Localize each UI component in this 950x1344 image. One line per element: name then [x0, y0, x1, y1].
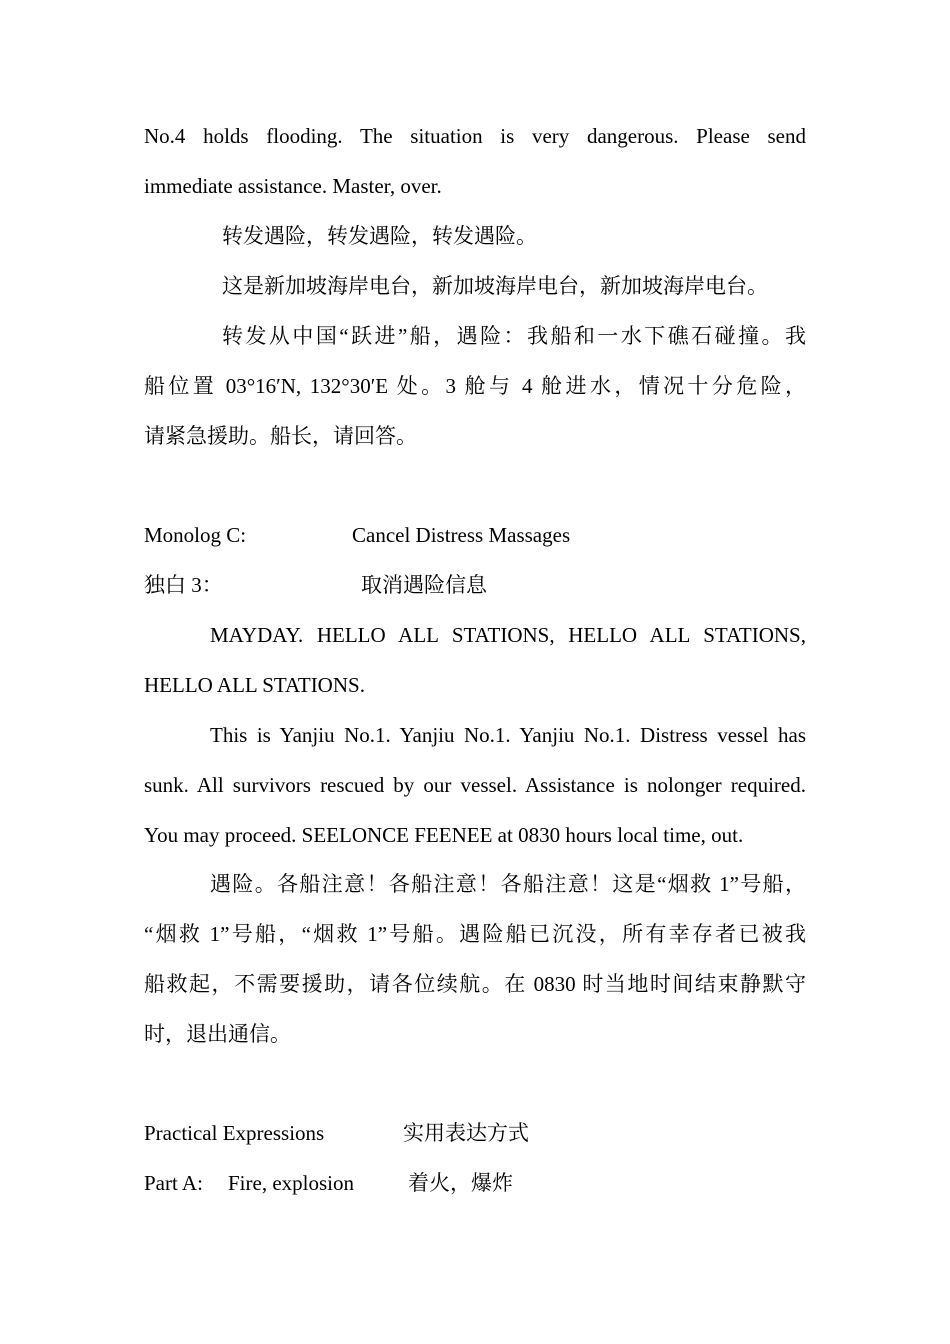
cn-relay-line-4: 船位置 03°16′N, 132°30′E 处。3 舱与 4 舱进水，情况十分危险，	[144, 374, 806, 398]
practical-label: Practical Expressions	[144, 1121, 325, 1145]
cn-cancel-line-2: “烟救 1”号船，“烟救 1”号船。遇险船已沉没，所有幸存者已被我	[144, 922, 806, 946]
yanjiu-line-2: sunk. All survivors rescued by our vessel. Assistance is nolonger required.	[144, 773, 806, 797]
part-a-title: Fire, explosion	[228, 1171, 354, 1195]
mayday-line-1: MAYDAY. HELLO ALL STATIONS, HELLO ALL STATIONS,	[210, 623, 806, 647]
monolog-c-heading-cn	[144, 570, 806, 600]
part-a-label: Part A:	[144, 1171, 203, 1195]
cn-relay-line-5: 请紧急援助。船长，请回答。	[144, 424, 417, 448]
cn-relay-line-2: 这是新加坡海岸电台，新加坡海岸电台，新加坡海岸电台。	[222, 274, 768, 298]
monolog-c-label-cn: 独白 3：	[144, 573, 223, 597]
monolog-c-title: Cancel Distress Massages	[352, 523, 571, 547]
cn-cancel-line-4: 时，退出通信。	[144, 1022, 291, 1046]
cn-relay-line-3: 转发从中国“跃进”船，遇险：我船和一水下礁石碰撞。我	[222, 324, 806, 348]
practical-label-cn: 实用表达方式	[403, 1121, 529, 1145]
part-a-heading	[144, 1168, 806, 1198]
monolog-c-title-cn: 取消遇险信息	[361, 573, 487, 597]
practical-heading	[144, 1118, 806, 1148]
monolog-c-heading	[144, 520, 806, 550]
mayday-line-2: HELLO ALL STATIONS.	[144, 673, 365, 697]
paragraph-1-line-2: immediate assistance. Master, over.	[144, 174, 442, 198]
yanjiu-line-3: You may proceed. SEELONCE FEENEE at 0830 hours local time, out.	[144, 823, 744, 847]
paragraph-1-line-1: No.4 holds flooding. The situation is very dangerous. Please send	[144, 124, 806, 148]
yanjiu-line-1: This is Yanjiu No.1. Yanjiu No.1. Yanjiu No.1. Distress vessel has	[210, 723, 806, 747]
cn-cancel-line-1: 遇险。各船注意！各船注意！各船注意！这是“烟救 1”号船，	[210, 872, 806, 896]
part-a-title-cn: 着火，爆炸	[408, 1171, 513, 1195]
cn-cancel-line-3: 船救起，不需要援助，请各位续航。在 0830 时当地时间结束静默守	[144, 972, 806, 996]
monolog-c-label: Monolog C:	[144, 523, 247, 547]
cn-relay-line-1: 转发遇险，转发遇险，转发遇险。	[222, 224, 537, 248]
